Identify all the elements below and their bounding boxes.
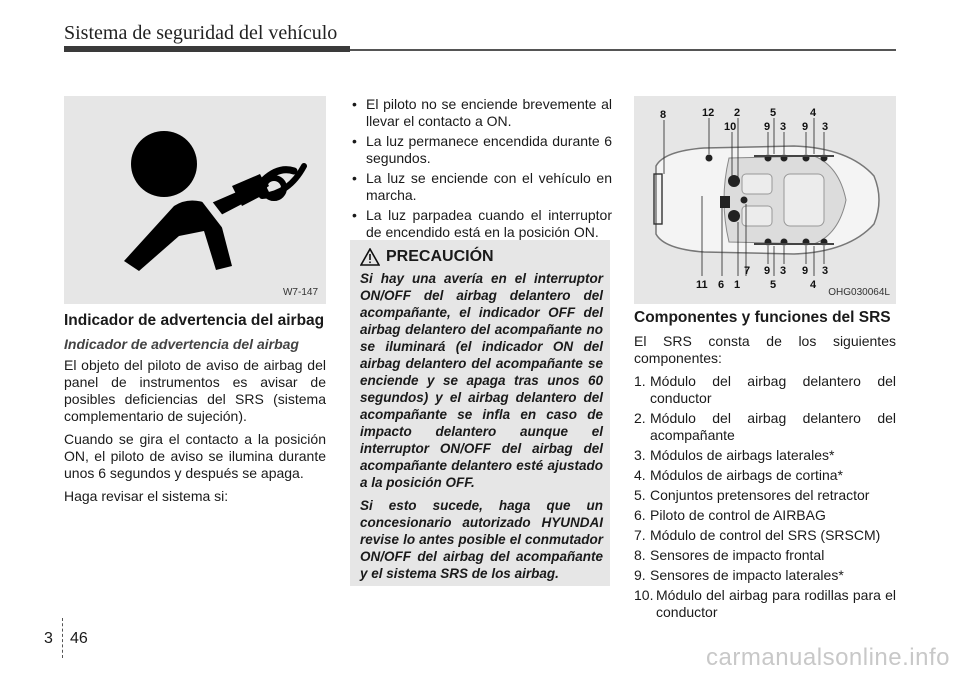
subheading-airbag-indicator: Indicador de advertencia del airbag [64,336,299,352]
srs-components-figure [634,96,896,304]
srs-intro: El SRS consta de los siguientes componentes: [634,333,896,366]
callout-bottom-11: 11 [696,279,708,291]
callout-top-9a: 9 [764,121,771,133]
check-conditions-list [350,96,612,241]
callout-top-3a: 3 [780,121,787,133]
list-item: • El piloto no se enciende brevemente al llevar el contacto a ON. [350,96,612,130]
callout-bottom-5: 5 [770,279,777,291]
page-number: 46 [70,630,88,647]
middle-column [350,96,612,244]
airbag-warning-figure [64,96,326,304]
list-item: 5. Conjuntos pretensores del retractor [634,487,870,503]
callout-bottom-1: 1 [734,279,741,291]
callout-bottom-4: 4 [810,279,817,291]
callout-bottom-7: 7 [744,265,751,277]
section-title-airbag-indicator: Indicador de advertencia del airbag [64,312,325,329]
list-item: 3. Módulos de airbags laterales* [634,447,835,463]
footer-divider [62,618,63,658]
list-item: • La luz se enciende con el vehículo en marcha. [350,170,612,204]
caution-box [350,240,610,586]
page-header-title: Sistema de seguridad del vehículo [64,22,338,44]
list-item: 4. Módulos de airbags de cortina* [634,467,844,483]
paragraph-3: Haga revisar el sistema si: [64,488,229,504]
callout-top-5: 5 [770,107,777,119]
list-item: 2. Módulo del airbag delantero del acompañante [634,410,896,443]
watermark-text: carmanualsonline.info [706,644,950,671]
callout-bottom-9b: 9 [802,265,809,277]
airbag-warning-icon [64,96,326,304]
list-item: 1. Módulo del airbag delantero del conductor [634,373,896,406]
callout-top-2: 2 [734,107,741,119]
list-item: 10. Módulo del airbag para rodillas para el conductor [634,587,896,620]
callout-bottom-6: 6 [718,279,725,291]
left-column [64,312,326,511]
caution-paragraph-1: Si hay una avería en el interruptor ON/OFF del airbag delantero del acompañante, el indicador OFF del airbag delantero del acompañante no se iluminará (el indicador ON del airbag delantero del acompañante se enciende y se apaga tras unos 60 segundos) y el airbag delantero del acompañante se infla en caso de impacto delantero aunque el interruptor ON/OFF del airbag del acompañante delantero esté ajustado a la posición OFF. [360,271,603,490]
list-item: 9. Sensores de impacto laterales* [634,567,844,583]
list-item: 7. Módulo de control del SRS (SRSCM) [634,527,881,543]
paragraph-2: Cuando se gira el contacto a la posición ON, el piloto de aviso se ilumina durante unos 6 segundos y después se apaga. [64,431,326,481]
figure-caption: OHG030064L [828,287,890,298]
caution-paragraph-2: Si esto sucede, haga que un concesionario autorizado HYUNDAI revise lo antes posible el conmutador ON/OFF del airbag del acompañante y el sistema SRS de los airbag. [360,498,603,581]
list-item: • La luz parpadea cuando el interruptor de encendido está en la posición ON. [350,207,612,241]
list-item: • La luz permanece encendida durante 6 segundos. [350,133,612,167]
caution-title: PRECAUCIÓN [386,248,494,265]
list-item: 6. Piloto de control de AIRBAG [634,507,826,523]
callout-bottom-9a: 9 [764,265,771,277]
header-bar [64,46,350,52]
callout-bottom-3b: 3 [822,265,829,277]
car-top-view-diagram [634,96,896,304]
section-title-srs-components: Componentes y funciones del SRS [634,309,891,326]
right-column [634,309,896,624]
header-rule [350,49,896,51]
callout-top-12: 12 [702,107,715,119]
callout-top-10: 10 [724,121,737,133]
figure-caption: W7-147 [282,287,318,298]
chapter-number: 3 [44,630,53,647]
callout-top-9b: 9 [802,121,809,133]
paragraph-1: El objeto del piloto de aviso de airbag del panel de instrumentos es avisar de posibles deficiencias del SRS (sistema complementario de sujeción). [64,357,326,424]
caution-header [360,248,603,266]
callout-top-8: 8 [660,109,667,121]
callout-bottom-3a: 3 [780,265,787,277]
callout-top-4: 4 [810,107,817,119]
list-item: 8. Sensores de impacto frontal [634,547,825,563]
callout-top-3b: 3 [822,121,829,133]
srs-components-list [634,373,896,621]
warning-triangle-icon [360,248,380,266]
